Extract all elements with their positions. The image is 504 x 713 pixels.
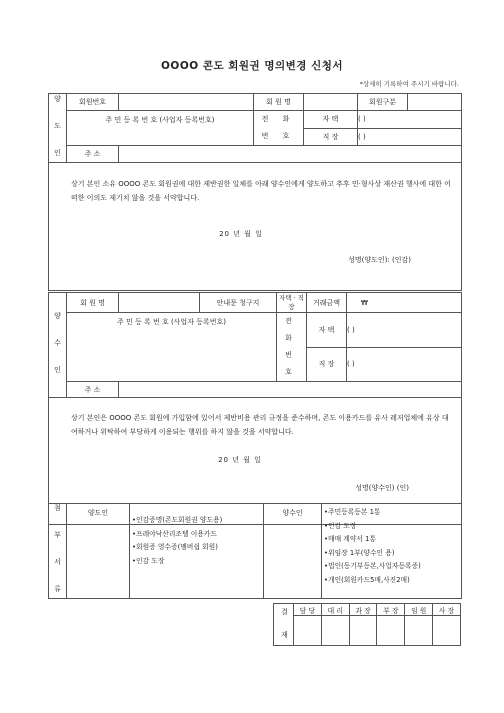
member-type-label: 회원구분 <box>358 94 408 111</box>
list-item: •인감 도장 <box>132 556 165 565</box>
transferor-table <box>48 93 462 291</box>
member-name-label: 회 원 명 <box>254 94 304 111</box>
approval-sign-box[interactable] <box>377 616 405 646</box>
attachments-transferee-label: 양수인 <box>264 504 322 599</box>
work-label: 직 장 <box>304 128 358 146</box>
list-item: •인감증명(콘도회원권 양도용) <box>132 516 223 524</box>
approval-table <box>273 603 461 646</box>
transferee-date: 20 년 월 일 <box>218 456 262 464</box>
transferee-address-label: 주 소 <box>67 382 119 398</box>
transferee-resident-no-label: 주 민 등 록 번 호 (사업자 등록번호) <box>67 313 277 382</box>
approval-role: 부 장 <box>377 604 405 616</box>
transferee-home-label: 자 택 <box>307 313 347 348</box>
transferor-docs <box>130 504 264 599</box>
approval-sign-box[interactable] <box>294 616 322 646</box>
member-name-field[interactable] <box>304 94 358 111</box>
address-label: 주 소 <box>67 146 119 163</box>
transferee-work-label: 직 장 <box>307 347 347 382</box>
list-item: •회원증 영수증(멤버쉽 회원) <box>132 543 218 551</box>
home-work-choice[interactable]: 자택 · 직장 <box>277 293 307 313</box>
resident-no-label: 주 민 등 록 번 호 (사업자 등록번호) <box>67 111 254 146</box>
price-label: 거래금액 <box>307 293 347 313</box>
home-label: 자 택 <box>304 111 358 129</box>
approval-label: 결 재 <box>274 604 294 646</box>
transferee-work-field[interactable]: ( ) <box>347 347 462 382</box>
approval-role: 임 원 <box>405 604 433 616</box>
list-item: •매매 계약서 1통 <box>324 535 377 543</box>
transferee-phone-label: 전 화 번 호 <box>277 313 307 382</box>
transferee-address-field[interactable] <box>119 382 462 398</box>
home-phone-field[interactable]: ( ) <box>358 111 462 129</box>
list-item: •법인(등기부등본,사업자등록증) <box>324 562 421 570</box>
work-phone-field[interactable]: ( ) <box>358 128 462 146</box>
member-no-field[interactable] <box>119 94 254 111</box>
approval-sign-box[interactable] <box>433 616 461 646</box>
list-item: •주민등록등본 1통 <box>324 508 381 516</box>
approval-role: 대 리 <box>321 604 349 616</box>
transferor-side-label: 양 도 인 <box>49 94 67 163</box>
transferor-declaration: 상기 본인 소유 OOOO 콘도 회원권에 대한 제반권한 일체를 아래 양수인에게 양도하고 추후 민·형사상 재산권 행사에 대한 어떠한 이의도 제기치 않을 것을 서약합니다. <box>71 180 451 202</box>
transferor-signature: 성명(양도인): (인감) <box>348 256 411 264</box>
list-item: •프레야낙산리조텔 이용카드 <box>132 529 217 538</box>
approval-role: 담 당 <box>294 604 322 616</box>
transferee-name-label: 회 원 명 <box>67 293 119 313</box>
transferee-side-label: 양 수 인 <box>49 293 67 398</box>
transferee-docs <box>322 504 462 599</box>
list-item: •위임장 1부(양수인 용) <box>324 548 395 557</box>
mail-to-label: 안내문 청구지 <box>200 293 277 313</box>
transferee-name-field[interactable] <box>119 293 200 313</box>
list-item: •인감 도장 <box>324 521 357 530</box>
transferor-date: 20 년 월 일 <box>219 230 263 238</box>
price-field[interactable]: ₩ <box>347 293 462 313</box>
member-no-label: 회원번호 <box>67 94 119 111</box>
member-type-field[interactable] <box>408 94 462 111</box>
approval-sign-box[interactable] <box>405 616 433 646</box>
transferee-home-field[interactable]: ( ) <box>347 313 462 348</box>
transferor-declaration-box <box>49 163 462 291</box>
approval-role: 사 장 <box>433 604 461 616</box>
approval-sign-box[interactable] <box>349 616 377 646</box>
address-field[interactable] <box>119 146 462 163</box>
form-title: OOOO 콘도 회원권 명의변경 신청서 <box>160 60 344 72</box>
attachments-table <box>48 503 462 599</box>
instruction-note: *상세히 기록하여 주시기 바랍니다. <box>359 80 459 88</box>
approval-role: 과 장 <box>349 604 377 616</box>
attachments-transferor-label: 양도인 <box>67 504 130 599</box>
attachments-side-label: 첨 부 서 류 <box>49 504 67 599</box>
approval-sign-box[interactable] <box>321 616 349 646</box>
list-item: •개인(회원카드5매,사진2매) <box>324 575 410 584</box>
transferee-signature: 성명(양수인) (인) <box>355 484 409 492</box>
transferee-table <box>48 292 462 525</box>
transferee-declaration: 상기 본인은 OOOO 콘도 회원에 가입함에 있어서 제반비용 관리 규정을 준수하며, 콘도 이용카드를 유사 레저업체에 유상 대여하거나 위탁하여 부당하게 이용되는 행위를 하지 않을 것을 서약합니다. <box>71 414 449 436</box>
phone-label: 전 화 번 호 <box>254 111 304 146</box>
